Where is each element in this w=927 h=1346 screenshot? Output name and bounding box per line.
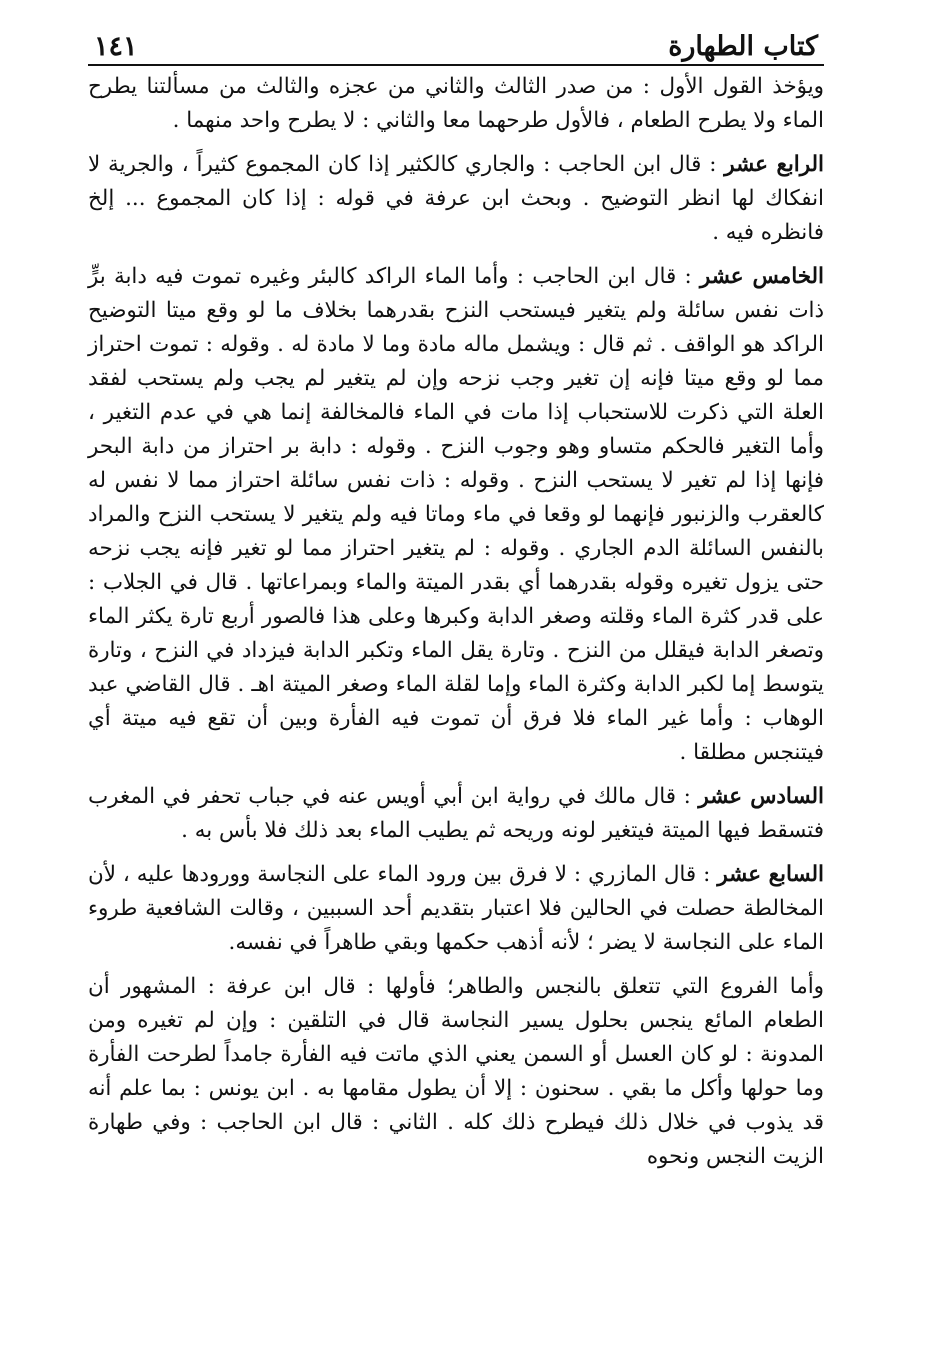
paragraph	[88, 970, 824, 1174]
paragraph-text: : قال المازري : لا فرق بين ورود الماء على النجاسة وورودها عليه ، لأن المخالطة حصلت في الحالين فلا اعتبار بتقديم أحد السببين ، وقالت الشافعية طروء الماء على النجاسة لا يضر ؛ لأنه أذهب حكمها وبقي طاهراً في نفسه.	[88, 862, 824, 955]
paragraph-text: : قال مالك في رواية ابن أبي أويس عنه في جباب تحفر في المغرب فتسقط فيها الميتة فيتغير لونه وريحه ثم يطيب الماء بعد ذلك فلا بأس به .	[88, 784, 824, 843]
page-body	[88, 70, 824, 1174]
paragraph	[88, 70, 824, 138]
paragraph	[88, 260, 824, 770]
paragraph-lead: الخامس عشر	[699, 264, 824, 289]
book-page	[88, 22, 824, 1184]
paragraph-text: وأما الفروع التي تتعلق بالنجس والطاهر؛ فأولها : قال ابن عرفة : المشهور أن الطعام المائع ينجس بحلول يسير النجاسة قال في التلقين : وإن لم تغيره ومن المدونة : لو كان العسل أو السمن يعني الذي ماتت فيه الفأرة جامداً لطرحت الفأرة وما حولها وأكل ما بقي . سحنون : إلا أن يطول مقامها به . ابن يونس : بما علم أنه قد يذوب في خلال ذلك فيطرح ذلك كله . الثاني : قال ابن الحاجب : وفي طهارة الزيت النجس ونحوه	[88, 974, 824, 1169]
paragraph-text: : قال ابن الحاجب : والجاري كالكثير إذا كان المجموع كثيراً ، والجرية لا انفكاك لها انظر التوضيح . وبحث ابن عرفة في قوله : إذا كان المجموع ... إلخ فانظره فيه .	[88, 152, 824, 245]
paragraph	[88, 780, 824, 848]
paragraph-lead: السادس عشر	[698, 784, 824, 809]
paragraph	[88, 858, 824, 960]
paragraph-text: : قال ابن الحاجب : وأما الماء الراكد كالبئر وغيره تموت فيه دابة برٍّ ذات نفس سائلة ولم يتغير فيستحب النزح بقدرهما بخلاف ما لو وقع ميتا التوضيح الراكد هو الواقف . ثم قال : ويشمل ماله مادة وما لا مادة له . وقوله : تموت احتراز مما لو وقع ميتا فإنه إن تغير وجب نزحه وإن لم يتغير لم يجب ولم يستحب لفقد العلة التي ذكرت للاستحباب إذا مات في الماء فالمخالفة إنما هي في عدم التغير ، وأما التغير فالحكم متساو وهو وجوب النزح . وقوله : دابة بر احتراز من دابة البحر فإنها إذا لم تغير لا يستحب النزح . وقوله : ذات نفس سائلة احتراز مما لا نفس له كالعقرب والزنبور فإنهما لو وقعا في ماء وماتا فيه ولم يتغير لا يستحب النزح والمراد بالنفس السائلة الدم الجاري . وقوله : لم يتغير احتراز مما لو تغير فإنه يجب نزحه حتى يزول تغيره وقوله بقدرهما أي بقدر الميتة والماء وبمراعاتها . قال في الجلاب : على قدر كثرة الماء وقلته وصغر الدابة وكبرها وعلى هذا فالصور أربع تارة يكثر الماء وتصغر الدابة فيقلل من النزح . وتارة يقل الماء وتكبر الدابة فيزداد في النزح ، وتارة يتوسط إما لكبر الدابة وكثرة الماء وإما لقلة الماء وصغر الميتة اهـ . قال القاضي عبد الوهاب : وأما غير الماء فلا فرق أن تموت فيه الفأرة وبين أن تقع فيه ميتة أي فيتنجس مطلقا .	[88, 264, 824, 765]
paragraph-text: ويؤخذ القول الأول : من صدر الثالث والثاني من عجزه والثالث من مسألتنا يطرح الماء ولا يطرح الطعام ، فالأول طرحهما معا والثاني : لا يطرح واحد منهما .	[88, 74, 824, 133]
paragraph-lead: الرابع عشر	[724, 152, 824, 177]
running-title: كتاب الطهارة	[668, 31, 818, 62]
page-number: ١٤١	[94, 31, 138, 62]
paragraph	[88, 148, 824, 250]
paragraph-lead: السابع عشر	[717, 862, 824, 887]
page-header	[88, 22, 824, 66]
